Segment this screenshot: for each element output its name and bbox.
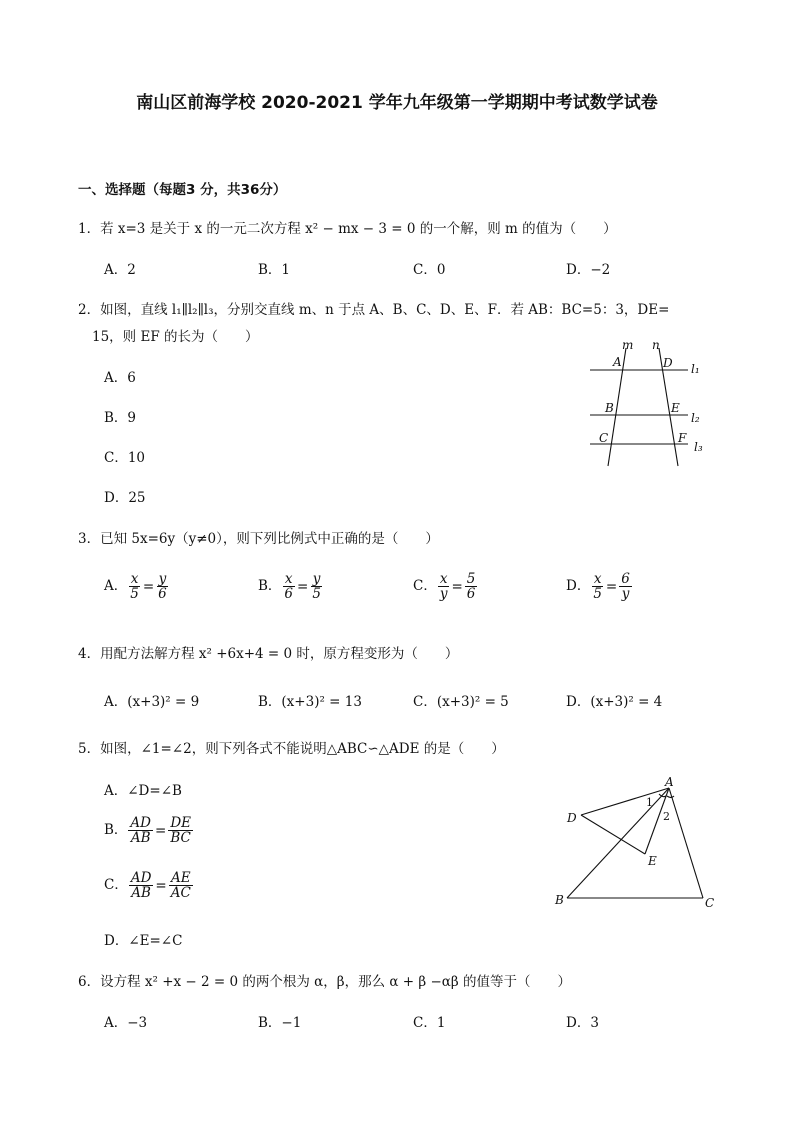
fraction-numerator: y: [158, 571, 167, 587]
option-label: B．: [258, 578, 282, 595]
q3-option-c: C． $\frac{x}{y}$ = $\frac{5}{6}$: [413, 571, 476, 603]
option-label: A．: [104, 578, 128, 595]
label-n: n: [652, 338, 660, 352]
label-a: A: [613, 355, 622, 369]
label-m: m: [622, 338, 634, 352]
fraction-numerator: DE: [170, 815, 191, 831]
fraction-numerator: AD: [130, 815, 151, 831]
fraction-denominator: 5: [130, 586, 139, 603]
q2-option-a: A．6: [104, 370, 136, 386]
section-heading-choice: 一、选择题（每题3 分，共36分）: [78, 182, 287, 198]
q6-option-a: A．−3: [104, 1015, 148, 1031]
label-e: E: [648, 854, 657, 868]
q5-option-b: B． $\frac{AD}{AB}$ = $\frac{DE}{BC}$: [104, 815, 191, 847]
question-3-text: 3．已知 5x=6y（y≠0），则下列比例式中正确的是（ ）: [78, 531, 439, 547]
question-1-text: 1．若 x=3 是关于 x 的一元二次方程 x² − mx − 3 = 0 的一个解，则 m 的值为（ ）: [78, 221, 617, 237]
q1-option-d: D．−2: [566, 262, 611, 278]
fraction-denominator: 6: [158, 586, 167, 603]
parallel-lines-figure: [580, 338, 710, 473]
q1-option-c: C．0: [413, 262, 446, 278]
fraction-numerator: x: [593, 571, 602, 587]
q2-option-b: B．9: [104, 410, 137, 426]
question-5-text: 5．如图，∠1=∠2，则下列各式不能说明△ABC∽△ADE 的是（ ）: [78, 741, 505, 757]
option-label: C．: [104, 877, 128, 894]
q3-option-b: B． $\frac{x}{6}$ = $\frac{y}{5}$: [258, 571, 321, 603]
fraction-denominator: 5: [312, 586, 321, 603]
fraction-numerator: x: [284, 571, 293, 587]
q5-option-d: D．∠E=∠C: [104, 933, 183, 949]
q4-option-b: B．(x+3)² = 13: [258, 694, 362, 710]
label-d: D: [567, 811, 577, 825]
q1-option-b: B．1: [258, 262, 291, 278]
fraction-denominator: BC: [170, 830, 191, 847]
label-d: D: [663, 356, 673, 370]
label-f: F: [678, 431, 687, 445]
q4-option-c: C．(x+3)² = 5: [413, 694, 509, 710]
q2-option-c: C．10: [104, 450, 146, 466]
fraction-denominator: AB: [131, 885, 151, 902]
fraction-numerator: AE: [170, 870, 191, 886]
fraction-numerator: AD: [130, 870, 152, 886]
question-6-text: 6．设方程 x² +x − 2 = 0 的两个根为 α，β，那么 α + β −αβ 的值等于（ ）: [78, 974, 572, 990]
segment-ab: [567, 788, 669, 898]
q2-option-d: D．25: [104, 490, 146, 506]
fraction-numerator: x: [130, 571, 139, 587]
fraction-denominator: y: [621, 586, 630, 603]
q6-option-d: D．3: [566, 1015, 599, 1031]
angle-2-arc: [667, 796, 674, 798]
q6-option-c: C．1: [413, 1015, 446, 1031]
fraction-denominator: 6: [284, 586, 294, 603]
q5-option-a: A．∠D=∠B: [104, 783, 182, 799]
question-4-text: 4．用配方法解方程 x² +6x+4 = 0 时，原方程变形为（ ）: [78, 646, 459, 662]
q4-option-d: D．(x+3)² = 4: [566, 694, 663, 710]
fraction-denominator: 5: [593, 586, 602, 603]
page-title: 南山区前海学校 2020-2021 学年九年级第一学期期中考试数学试卷: [136, 93, 658, 113]
fraction-denominator: 6: [466, 586, 476, 603]
label-b: B: [605, 401, 614, 415]
fraction-denominator: y: [439, 586, 448, 603]
q6-option-b: B．−1: [258, 1015, 302, 1031]
label-angle-2: 2: [663, 810, 670, 823]
q3-option-d: D． $\frac{x}{5}$ = $\frac{6}{y}$: [566, 571, 630, 603]
label-l2: l₂: [691, 411, 700, 425]
q1-option-a: A．2: [104, 262, 136, 278]
option-label: C．: [413, 578, 437, 595]
fraction-denominator: AB: [130, 830, 151, 847]
label-b: B: [555, 893, 564, 907]
similar-triangles-figure: [548, 772, 728, 912]
fraction-numerator: y: [312, 571, 321, 587]
label-a: A: [665, 775, 674, 789]
label-l3: l₃: [694, 440, 703, 454]
label-c: C: [705, 896, 715, 910]
fraction-numerator: 5: [466, 571, 476, 587]
fraction-numerator: 6: [621, 571, 630, 587]
fraction-numerator: x: [439, 571, 448, 587]
question-2-text-line1: 2．如图，直线 l₁∥l₂∥l₃，分别交直线 m、n 于点 A、B、C、D、E、F．若 AB：BC=5：3，DE=: [78, 302, 670, 318]
option-label: D．: [566, 578, 591, 595]
segment-ac: [669, 788, 703, 898]
option-label: B．: [104, 822, 128, 839]
q5-option-c: C． $\frac{AD}{AB}$ = $\frac{AE}{AC}$: [104, 870, 191, 902]
question-2-text-line2: 15，则 EF 的长为（ ）: [92, 329, 259, 345]
label-e: E: [671, 401, 680, 415]
label-angle-1: 1: [646, 796, 653, 809]
label-l1: l₁: [691, 362, 700, 376]
fraction-denominator: AC: [170, 885, 191, 902]
label-c: C: [599, 431, 609, 445]
q3-option-a: A． $\frac{x}{5}$ = $\frac{y}{6}$: [104, 571, 167, 603]
q4-option-a: A．(x+3)² = 9: [104, 694, 200, 710]
